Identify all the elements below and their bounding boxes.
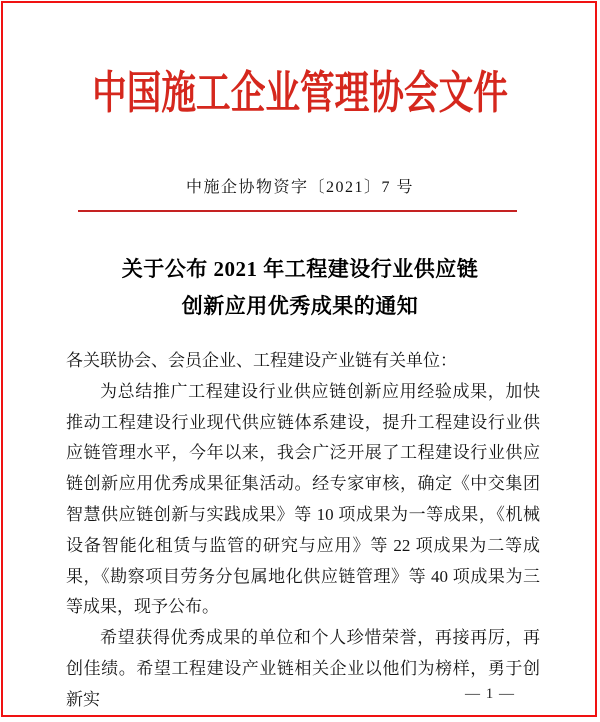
body-paragraph-1: 为总结推广工程建设行业供应链创新应用经验成果，加快推动工程建设行业现代供应链体系建设，提升工程建设行业供应链管理水平，今年以来，我会广泛开展了工程建设行业供应链创新应用优秀成果征集活动。经专家审核，确定《中交集团智慧供应链创新与实践成果》等 10 项成果为一等成果，《机械设备智能化租赁与监管的研究与应用》等 22 项成果为二等成果，《勘察项目劳务分包属地化供应链管理》等 40 项成果为三等成果，现予公布。 [66, 381, 540, 617]
document-reference-number: 中施企协物资字〔2021〕7 号 [185, 179, 414, 196]
header-divider-line [78, 210, 517, 212]
page-number: — 1 — [465, 686, 515, 702]
document-title [0, 251, 600, 325]
issuing-authority-header [0, 66, 600, 120]
issuing-authority-title: 中国施工企业管理协会文件 [92, 68, 508, 118]
body-paragraph-2: 希望获得优秀成果的单位和个人珍惜荣誉，再接再厉，再创佳绩。希望工程建设产业链相关企业以他们为榜样，勇于创新实 [66, 628, 540, 709]
document-title-line-2: 创新应用优秀成果的通知 [181, 294, 419, 318]
document-title-line-1: 关于公布 2021 年工程建设行业供应链 [121, 257, 479, 281]
salutation-line: 各关联协会、会员企业、工程建设产业链有关单位： [66, 351, 457, 370]
document-body [66, 346, 540, 716]
